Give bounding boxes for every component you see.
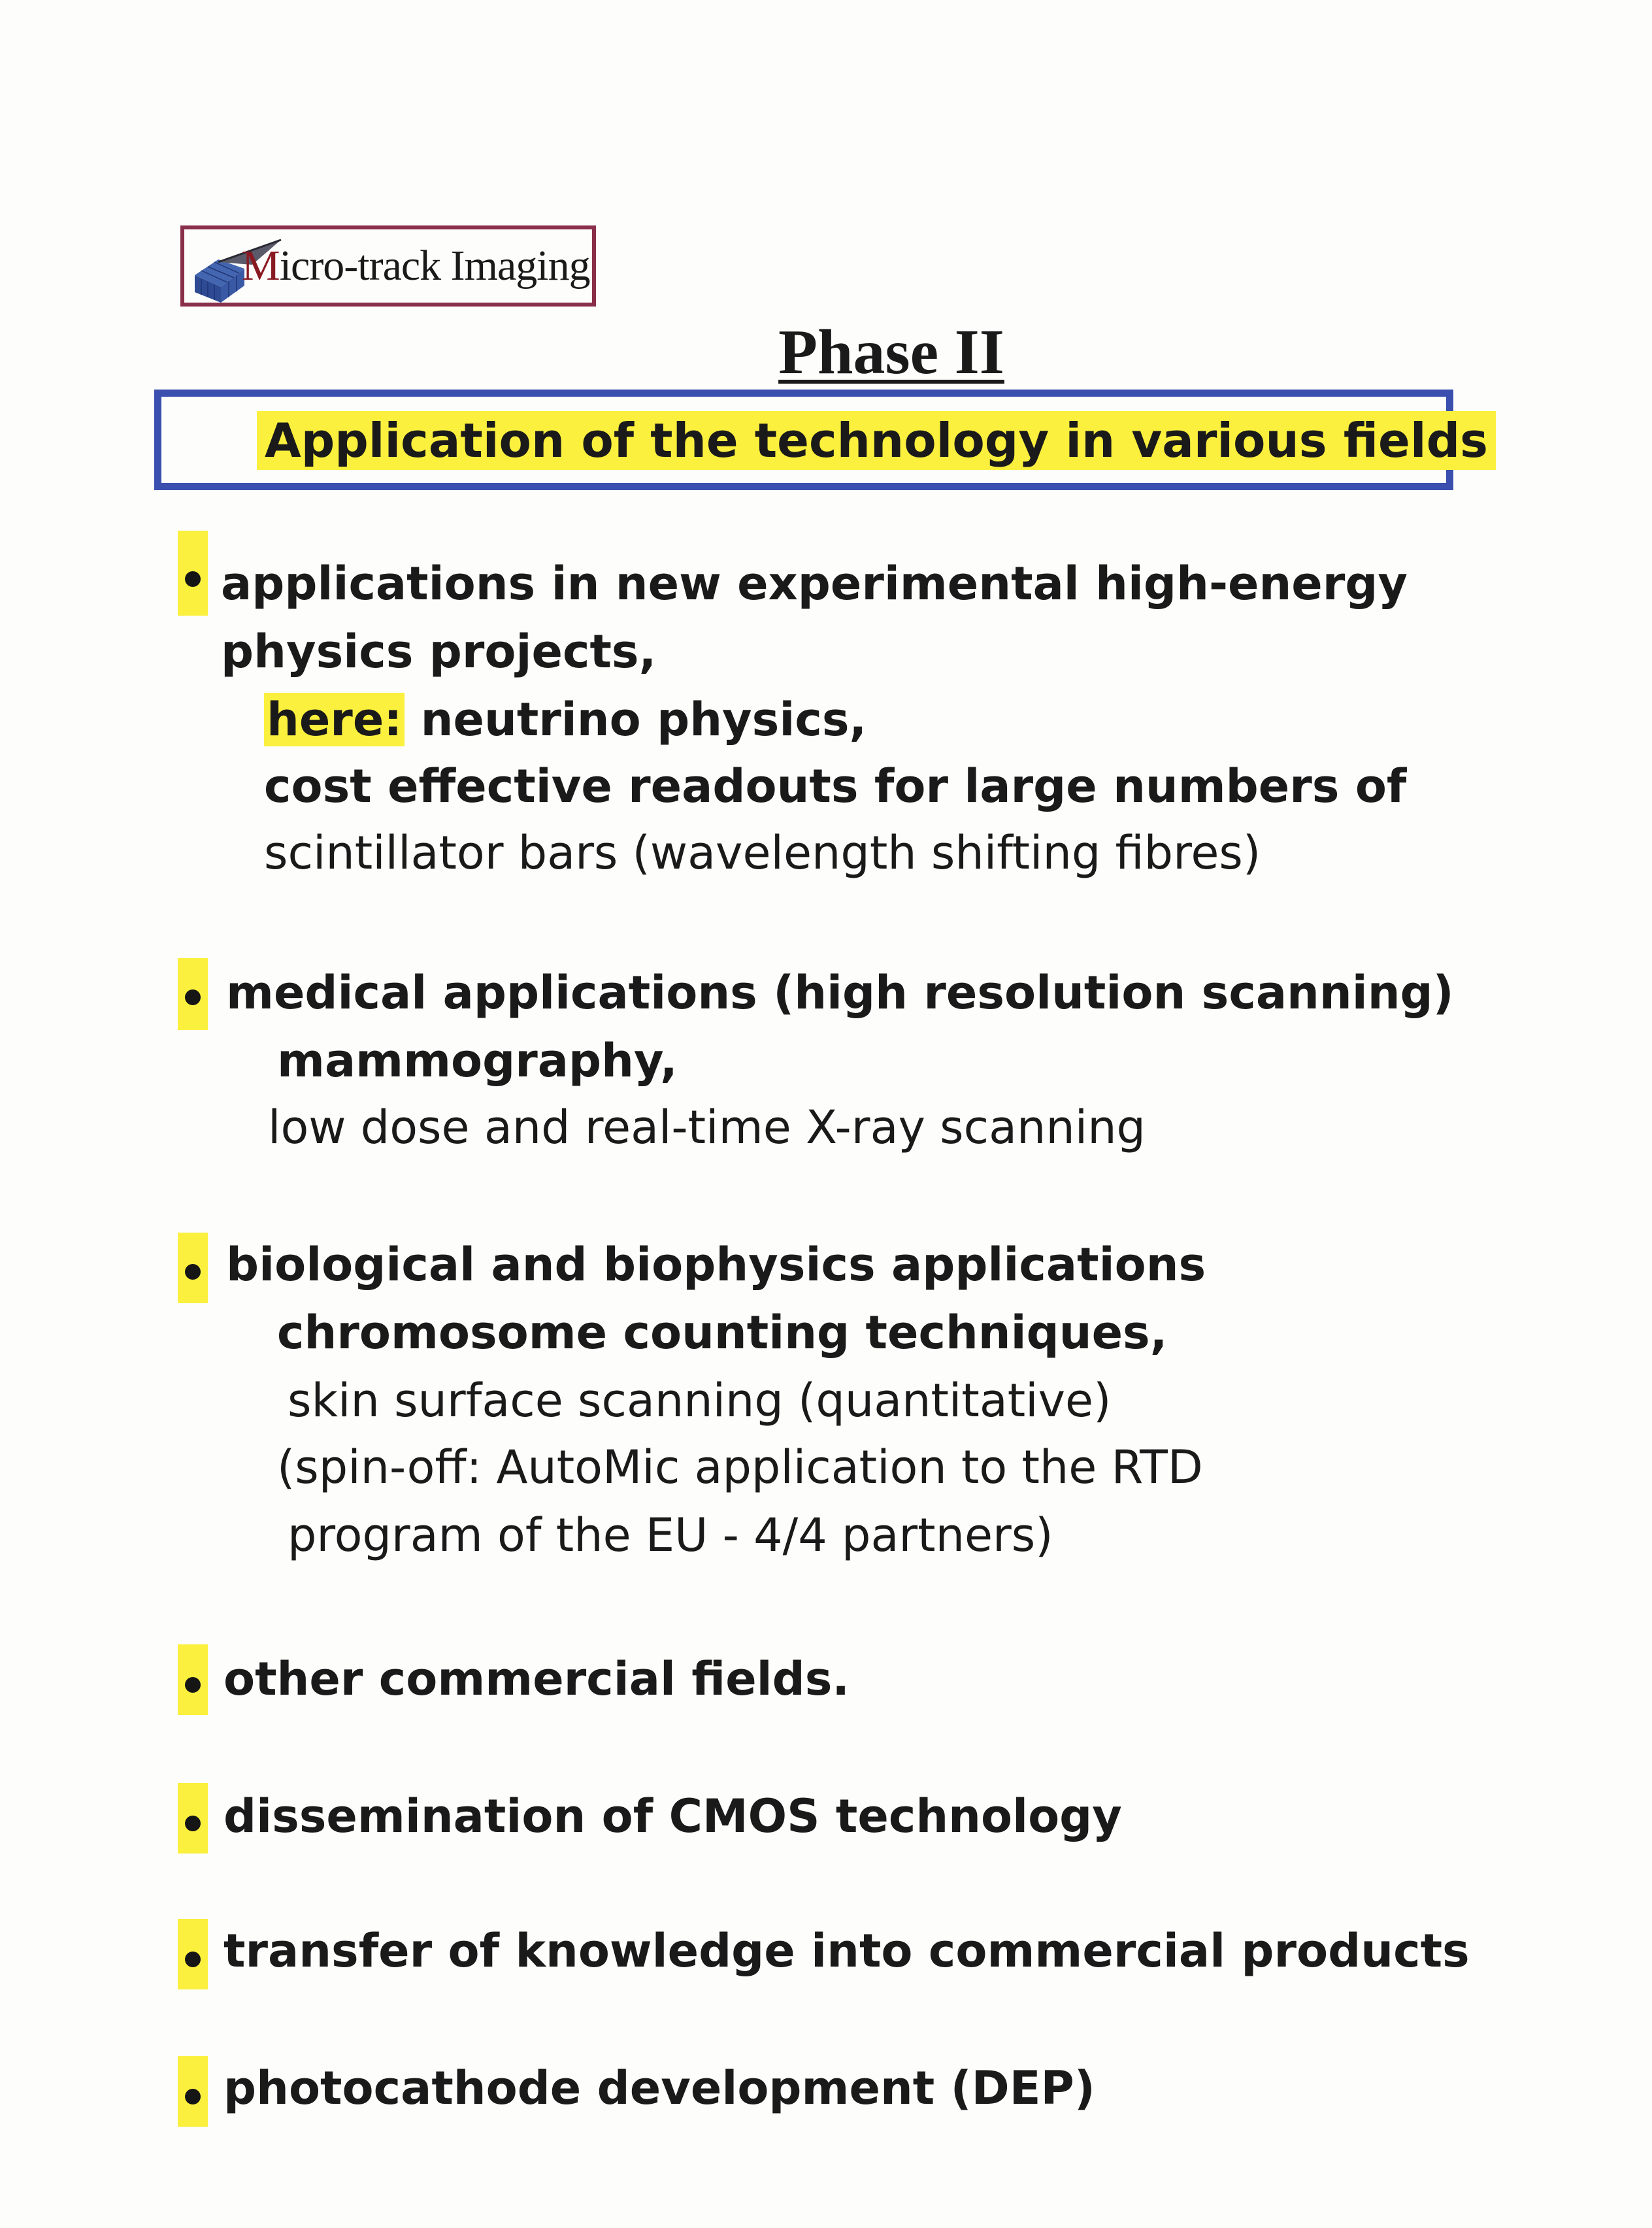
bullet-1-head-line-1: applications in new experimental high-energy <box>221 557 1408 610</box>
bullet-1-detail-text: neutrino physics, <box>405 693 867 746</box>
bullet-marker <box>178 531 208 616</box>
bullet-1-head-line-2: physics projects, <box>221 625 657 678</box>
bullet-3-detail-line-2: skin surface scanning (quantitative) <box>288 1374 1112 1427</box>
bullet-2-detail-line-1: mammography, <box>277 1034 678 1088</box>
bullet-1-detail-line-2: scintillator bars (wavelength shifting fibres) <box>264 826 1261 880</box>
company-logo <box>180 225 596 307</box>
logo-text <box>242 239 590 293</box>
subtitle: Application of the technology in various fields <box>257 411 1496 470</box>
bullet-7-head: photocathode development (DEP) <box>223 2061 1095 2115</box>
bullet-marker <box>178 1644 208 1715</box>
bullet-1-detail-highlight-line <box>264 690 867 749</box>
bullet-3-detail-line-3: (spin-off: AutoMic application to the RTD <box>277 1440 1203 1494</box>
bullet-5-head: dissemination of CMOS technology <box>223 1789 1122 1843</box>
logo-name: icro-track Imaging <box>279 242 590 290</box>
logo-initial: M <box>242 242 280 290</box>
bullet-marker <box>178 1233 208 1303</box>
bullet-marker <box>178 1919 208 1989</box>
bullet-3-head: biological and biophysics applications <box>226 1238 1206 1291</box>
bullet-6-head: transfer of knowledge into commercial products <box>223 1924 1470 1978</box>
bullet-marker <box>178 958 208 1030</box>
bullet-2-head: medical applications (high resolution scanning) <box>226 966 1454 1020</box>
bullet-2-detail-line-2: low dose and real-time X-ray scanning <box>268 1101 1146 1154</box>
bullet-3-detail-line-1: chromosome counting techniques, <box>277 1306 1168 1359</box>
page-title: Phase II <box>778 317 1004 388</box>
subtitle-frame <box>154 390 1488 490</box>
bullet-4-head: other commercial fields. <box>223 1652 850 1706</box>
highlight-label: here: <box>264 693 405 746</box>
bullet-marker <box>178 2056 208 2127</box>
bullet-1-detail-line-1: cost effective readouts for large numbers of <box>264 759 1407 813</box>
bullet-marker <box>178 1783 208 1854</box>
bullet-3-detail-line-4: program of the EU - 4/4 partners) <box>288 1508 1053 1562</box>
